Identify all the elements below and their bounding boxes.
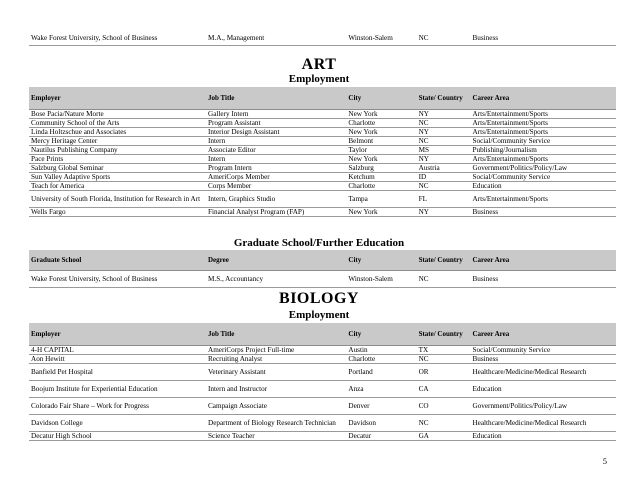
table-cell: Sun Valley Adaptive Sports (29, 172, 206, 181)
table-cell: Social/Community Service (470, 172, 616, 181)
table-row (29, 345, 616, 354)
table-row (29, 380, 616, 397)
table-cell: Business (470, 31, 616, 45)
column-header: City (346, 250, 416, 270)
column-header: Employer (29, 323, 206, 345)
table-cell: Decatur High School (29, 431, 206, 440)
table-cell: Winston-Salem (346, 31, 416, 45)
table-cell: Gallery Intern (206, 109, 346, 118)
table-cell: New York (346, 109, 416, 118)
table-cell: Linda Holtzschue and Associates (29, 127, 206, 136)
table-row (29, 190, 616, 207)
table-cell: 4-H CAPITAL (29, 345, 206, 354)
art-employment-table (29, 87, 616, 217)
table-cell: Education (470, 431, 616, 440)
table-cell: AmeriCorps Member (206, 172, 346, 181)
column-header: Degree (206, 250, 346, 270)
table-cell: Decatur (346, 431, 416, 440)
table-cell: ID (417, 172, 471, 181)
table-cell: Associate Editor (206, 145, 346, 154)
table-row (29, 31, 616, 45)
table-header-row (29, 323, 616, 345)
table-cell: NC (417, 354, 471, 363)
table-cell: Arts/Entertainment/Sports (470, 109, 616, 118)
table-cell: Intern (206, 154, 346, 163)
biology-employment-table (29, 323, 616, 441)
table-cell: Wells Fargo (29, 207, 206, 216)
art-section-title: ART (301, 56, 337, 73)
table-cell: New York (346, 207, 416, 216)
table-cell: Campaign Associate (206, 397, 346, 414)
table-cell: M.S., Accountancy (206, 270, 346, 287)
table-cell: Business (470, 207, 616, 216)
table-cell: Davidson (346, 414, 416, 431)
table-cell: Science Teacher (206, 431, 346, 440)
column-header: Job Title (206, 323, 346, 345)
table-cell: Veterinary Assistant (206, 363, 346, 380)
table-cell: Social/Community Service (470, 136, 616, 145)
column-header: State/ Country (417, 323, 471, 345)
table-cell: Wake Forest University, School of Business (29, 270, 206, 287)
table-row (29, 363, 616, 380)
table-cell: Healthcare/Medicine/Medical Research (470, 414, 616, 431)
biology-employment-heading: Employment (288, 309, 350, 321)
table-cell: Austin (346, 345, 416, 354)
table-cell: Anza (346, 380, 416, 397)
table-cell: Belmont (346, 136, 416, 145)
table-row (29, 109, 616, 118)
table-cell: Ketchum (346, 172, 416, 181)
table-row (29, 127, 616, 136)
table-cell: AmeriCorps Project Full-time (206, 345, 346, 354)
table-cell: Corps Member (206, 181, 346, 190)
art-grad-heading: Graduate School/Further Education (233, 237, 405, 249)
table-cell: Banfield Pet Hospital (29, 363, 206, 380)
table-cell: Tampa (346, 190, 416, 207)
table-cell: Arts/Entertainment/Sports (470, 118, 616, 127)
table-cell: CO (417, 397, 471, 414)
table-cell: NC (417, 118, 471, 127)
table-cell: NC (417, 270, 471, 287)
table-cell: Charlotte (346, 181, 416, 190)
table-cell: NC (417, 31, 471, 45)
table-row (29, 207, 616, 216)
table-cell: Charlotte (346, 354, 416, 363)
column-header: Graduate School (29, 250, 206, 270)
table-cell: Intern and Instructor (206, 380, 346, 397)
column-header: Career Area (470, 250, 616, 270)
table-cell: Nautilus Publishing Company (29, 145, 206, 154)
table-cell: Teach for America (29, 181, 206, 190)
table-cell: Salzburg (346, 163, 416, 172)
table-cell: NY (417, 127, 471, 136)
table-row (29, 154, 616, 163)
table-cell: Portland (346, 363, 416, 380)
table-header-row (29, 87, 616, 109)
table-cell: Business (470, 354, 616, 363)
column-header: State/ Country (417, 250, 471, 270)
table-cell: Education (470, 181, 616, 190)
table-cell: Government/Politics/Policy/Law (470, 397, 616, 414)
table-cell: New York (346, 154, 416, 163)
table-cell: NY (417, 154, 471, 163)
table-cell: Financial Analyst Program (FAP) (206, 207, 346, 216)
table-cell: Charlotte (346, 118, 416, 127)
table-cell: Publishing/Journalism (470, 145, 616, 154)
page-number: 5 (602, 456, 607, 466)
table-cell: M.A., Management (206, 31, 346, 45)
table-cell: Denver (346, 397, 416, 414)
table-row (29, 136, 616, 145)
table-row (29, 145, 616, 154)
table-cell: Arts/Entertainment/Sports (470, 127, 616, 136)
table-cell: Interior Design Assistant (206, 127, 346, 136)
table-cell: Wake Forest University, School of Business (29, 31, 206, 45)
table-cell: Aon Hewitt (29, 354, 206, 363)
table-row (29, 118, 616, 127)
table-cell: Austria (417, 163, 471, 172)
table-row (29, 163, 616, 172)
table-row (29, 397, 616, 414)
table-cell: NC (417, 181, 471, 190)
column-header: Job Title (206, 87, 346, 109)
table-cell: CA (417, 380, 471, 397)
column-header: State/ Country (417, 87, 471, 109)
table-cell: Government/Politics/Policy/Law (470, 163, 616, 172)
table-cell: Davidson College (29, 414, 206, 431)
table-cell: NC (417, 414, 471, 431)
top-table (29, 31, 616, 46)
table-cell: Department of Biology Research Technician (206, 414, 346, 431)
table-cell: New York (346, 127, 416, 136)
table-cell: NC (417, 136, 471, 145)
table-cell: Boojum Institute for Experiential Education (29, 380, 206, 397)
table-cell: Program Intern (206, 163, 346, 172)
table-cell: Salzburg Global Seminar (29, 163, 206, 172)
table-cell: TX (417, 345, 471, 354)
table-cell: Social/Community Service (470, 345, 616, 354)
table-row (29, 181, 616, 190)
table-cell: FL (417, 190, 471, 207)
table-cell: Recruiting Analyst (206, 354, 346, 363)
table-row (29, 270, 616, 287)
column-header: Career Area (470, 87, 616, 109)
table-row (29, 354, 616, 363)
table-cell: Mercy Heritage Center (29, 136, 206, 145)
table-cell: MS (417, 145, 471, 154)
table-cell: Program Assistant (206, 118, 346, 127)
table-cell: NY (417, 109, 471, 118)
table-cell: Business (470, 270, 616, 287)
table-cell: GA (417, 431, 471, 440)
art-grad-table (29, 250, 616, 288)
table-row (29, 414, 616, 431)
column-header: City (346, 323, 416, 345)
table-cell: Intern, Graphics Studio (206, 190, 346, 207)
column-header: Employer (29, 87, 206, 109)
table-cell: Winston-Salem (346, 270, 416, 287)
table-header-row (29, 250, 616, 270)
art-employment-heading: Employment (288, 73, 350, 85)
table-cell: Colorado Fair Share – Work for Progress (29, 397, 206, 414)
column-header: Career Area (470, 323, 616, 345)
table-cell: NY (417, 207, 471, 216)
table-row (29, 172, 616, 181)
table-cell: OR (417, 363, 471, 380)
table-cell: Arts/Entertainment/Sports (470, 154, 616, 163)
table-cell: Arts/Entertainment/Sports (470, 190, 616, 207)
table-cell: Pace Prints (29, 154, 206, 163)
table-cell: Intern (206, 136, 346, 145)
table-cell: Community School of the Arts (29, 118, 206, 127)
table-row (29, 431, 616, 440)
table-cell: Taylor (346, 145, 416, 154)
biology-section-title: BIOLOGY (279, 290, 359, 307)
table-cell: University of South Florida, Institution for Research in Art (29, 190, 206, 207)
table-cell: Healthcare/Medicine/Medical Research (470, 363, 616, 380)
table-cell: Education (470, 380, 616, 397)
column-header: City (346, 87, 416, 109)
table-cell: Bose Pacia/Nature Morte (29, 109, 206, 118)
